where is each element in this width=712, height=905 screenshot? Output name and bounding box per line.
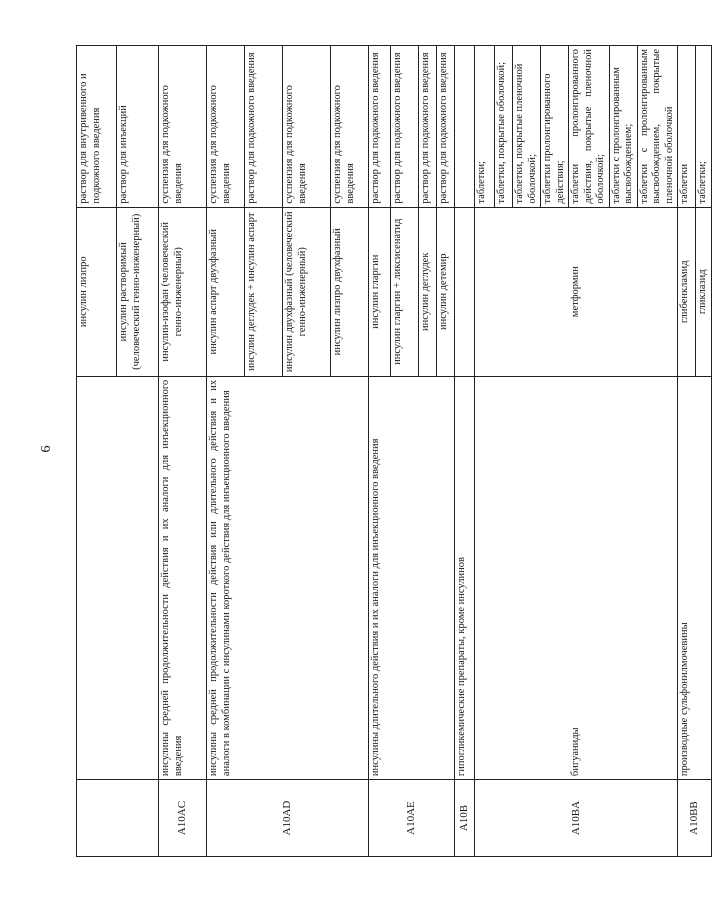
- group-cell: [77, 376, 159, 779]
- drug-cell: инсулин растворимый (человеческий генно-инженерный): [117, 207, 159, 376]
- form-cell: таблетки, покрытые пленочной оболочкой;: [513, 46, 541, 208]
- table-row: [159, 46, 207, 857]
- group-cell: инсулины средней продолжительности действия и их аналоги для инъекционного введения: [159, 376, 207, 779]
- drug-cell: инсулин детемир: [437, 207, 455, 376]
- page-number: 6: [39, 445, 54, 453]
- form-cell: суспензия для подкожного введения: [207, 46, 245, 208]
- atc-code-cell: A10BB: [678, 780, 712, 857]
- drug-cell: инсулин гларгин: [369, 207, 391, 376]
- drug-cell: [455, 207, 475, 376]
- table-row: [455, 46, 475, 857]
- group-cell: инсулины длительного действия и их аналоги для инъекционного введения: [369, 376, 455, 779]
- form-cell: таблетки пролонгированного действия, покрытые пленочной оболочкой;: [569, 46, 610, 208]
- atc-code-cell: A10AE: [369, 780, 455, 857]
- table-row: [475, 46, 495, 857]
- drug-cell: инсулин аспарт двухфазный: [207, 207, 245, 376]
- drug-cell: метформин: [475, 207, 678, 376]
- drug-cell: инсулин двухфазный (человеческий генно-инженерный): [283, 207, 331, 376]
- atc-code-cell: A10AC: [159, 780, 207, 857]
- form-cell: таблетки;: [475, 46, 495, 208]
- group-cell: производные сульфонилмочевины: [678, 376, 712, 779]
- drug-cell: глибенкламид: [678, 207, 696, 376]
- form-cell: таблетки;: [696, 46, 712, 208]
- form-cell: раствор для подкожного введения: [391, 46, 419, 208]
- form-cell: раствор для подкожного введения: [245, 46, 283, 208]
- form-cell: раствор для подкожного введения: [369, 46, 391, 208]
- form-cell: суспензия для подкожного введения: [283, 46, 331, 208]
- drug-cell: инсулин гларгин + ликсисенатид: [391, 207, 419, 376]
- atc-code-cell: A10B: [455, 780, 475, 857]
- form-cell: раствор для подкожного введения: [437, 46, 455, 208]
- atc-code-cell: A10AD: [207, 780, 369, 857]
- rotated-table-container: [76, 45, 708, 857]
- form-cell: таблетки, покрытые оболочкой;: [495, 46, 513, 208]
- atc-code-cell: [77, 780, 159, 857]
- form-cell: суспензия для подкожного введения: [331, 46, 369, 208]
- drug-cell: инсулин-изофан (человеческий генно-инженерный): [159, 207, 207, 376]
- group-cell: гипогликемические препараты, кроме инсулинов: [455, 376, 475, 779]
- form-cell: суспензия для подкожного введения: [159, 46, 207, 208]
- drug-cell: инсулин деглудек + инсулин аспарт: [245, 207, 283, 376]
- form-cell: таблетки с пролонгированным высвобождением, покрытые пленочной оболочкой: [637, 46, 678, 208]
- drug-cell: инсулин лизпро: [77, 207, 117, 376]
- form-cell: [455, 46, 475, 208]
- group-cell: бигуаниды: [475, 376, 678, 779]
- drug-table: [76, 45, 712, 857]
- form-cell: раствор для подкожного введения: [419, 46, 437, 208]
- drug-cell: гликлазид: [696, 207, 712, 376]
- table-row: [678, 46, 696, 857]
- form-cell: таблетки с пролонгированным высвобождением;: [609, 46, 637, 208]
- table-row: [77, 46, 117, 857]
- form-cell: раствор для инъекций: [117, 46, 159, 208]
- form-cell: таблетки пролонгированного действия;: [541, 46, 569, 208]
- form-cell: таблетки: [678, 46, 696, 208]
- drug-cell: инсулин деглудек: [419, 207, 437, 376]
- atc-code-cell: A10BA: [475, 780, 678, 857]
- table-row: [207, 46, 245, 857]
- form-cell: раствор для внутривенного и подкожного введения: [77, 46, 117, 208]
- table-row: [369, 46, 391, 857]
- drug-cell: инсулин лизпро двухфазный: [331, 207, 369, 376]
- group-cell: инсулины средней продолжительности действия или длительного действия и их аналоги в комбинации с инсулинами короткого действия для инъекционного введения: [207, 376, 369, 779]
